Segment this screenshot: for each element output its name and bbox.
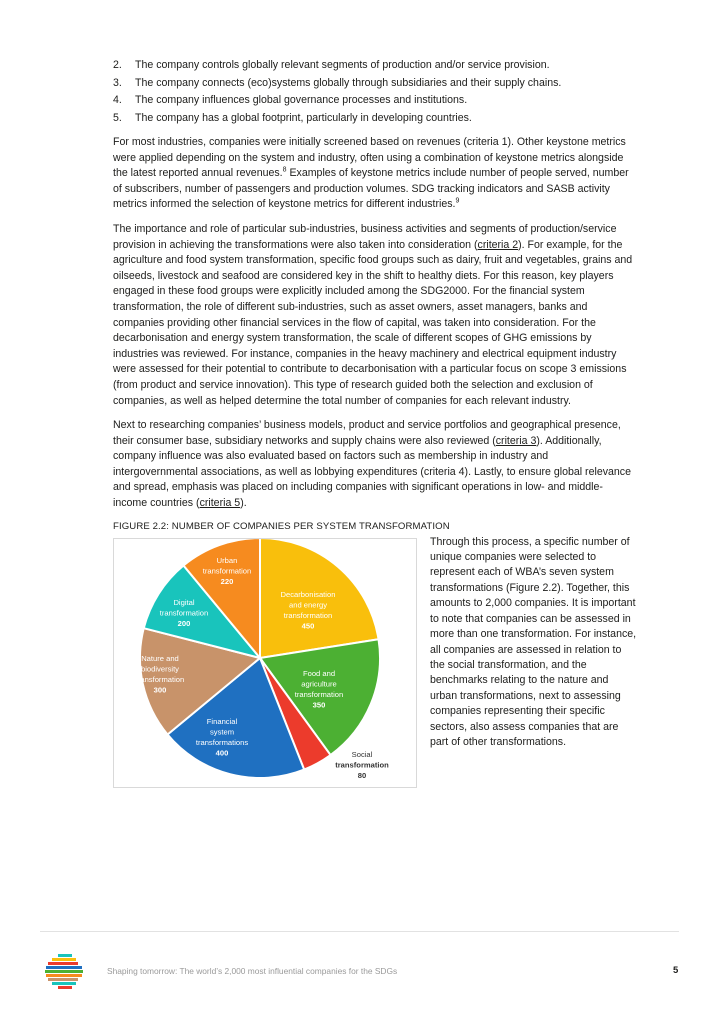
pie-slice-label: Financial system transformations 400 (195, 716, 249, 758)
pie-slice-label: Nature and biodiversity transformation 300 (135, 653, 185, 695)
paragraph-text: ). For example, for the agriculture and food system transformation, specific food groups such as dairy, fruit and vegetables, grains and oilseeds, livestock and seafood are considered key in the shift to healthy diets. For this reason, key players engaged in these food groups were explicitly included among the SDG2000. For the financial system transformation, the role of different sub-industries, such as asset owners, asset managers, banks and companies providing other financial services in the flow of capital, was taken into consideration. For the decarbonisation and energy system transformation, the scale of different scopes of GHG emissions by industries was reviewed. For instance, companies in the heavy machinery and electrical equipment industry were assessed for their potential to contribute to decarbonisation with a particular focus on scope 3 emissions (from product and service innovation). This type of research guided both the selection and exclusion of companies, as well as helped determine the total number of companies for each relevant industry. (113, 238, 633, 407)
list-item-text: The company has a global footprint, particularly in developing countries. (135, 111, 472, 124)
pie-slice-label: Decarbonisation and energy transformation 450 (280, 589, 336, 631)
criteria-2-link[interactable]: criteria 2 (477, 238, 519, 251)
pie-slice-label: Digital transformation 200 (159, 597, 209, 628)
paragraph-business-models (113, 418, 635, 512)
criteria-5-link[interactable]: criteria 5 (199, 497, 241, 510)
paragraph-text: ). (240, 497, 247, 510)
figure-row (113, 532, 635, 792)
list-item (113, 57, 635, 75)
list-item (113, 75, 635, 93)
pie-chart-frame (113, 538, 417, 788)
criteria-list (113, 57, 635, 127)
pie-chart (114, 539, 416, 787)
paragraph-text: Next to researching companies’ business models, product and service portfolios and geographical presence, their consumer base, subsidiary networks and supply chains were also reviewed ( (113, 419, 621, 447)
paragraph-text: The importance and role of particular sub-industries, business activities and segments of production/service provision in achieving the transformations were also taken into consideration ( (113, 222, 617, 251)
main-content (113, 57, 635, 792)
list-item-text: The company connects (eco)systems globally through subsidiaries and their supply chains. (135, 76, 562, 89)
footer-divider (40, 931, 679, 932)
pie-slice-label: Food and agriculture transformation 350 (294, 668, 344, 710)
list-item-number: 3. (113, 76, 122, 89)
list-item-text: The company influences global governance processes and institutions. (135, 94, 468, 106)
list-item (113, 92, 635, 110)
wba-logo-icon (44, 952, 88, 992)
list-item-number: 5. (113, 111, 122, 124)
list-item (113, 110, 635, 128)
criteria-3-link[interactable]: criteria 3 (495, 434, 537, 447)
list-item-text: The company controls globally relevant segments of production and/or service provision. (135, 59, 550, 71)
paragraph-text: ). Additionally, company influence was also evaluated based on factors such as membership in industry and intergovernmental associations, as well as lobbying expenditures (criteria 4). Lastly, to ensure global relevance and spread, emphasis was placed on including companies with significant operations in low- and middle-income countries ( (113, 434, 631, 510)
paragraph-keystone-metrics (113, 135, 635, 213)
paragraph-text: Examples of keystone metrics include number of people served, number of subscribers, number of passengers and production volumes. SDG tracking indicators and SASB activity metrics informed the selection of keystone metrics for different industries. (113, 167, 629, 211)
page-number: 5 (673, 965, 679, 976)
list-item-number: 4. (113, 94, 122, 106)
pie-slice-label: Social transformation 80 (335, 749, 389, 780)
paragraph-text: For most industries, companies were initially screened based on revenues (criteria 1). Other keystone metrics were applied depending on the system and industry, often using a combination of keystone metrics alongside the latest reported annual revenues. (113, 136, 626, 180)
footnote-ref[interactable]: 8 (282, 166, 287, 174)
figure-description: Through this process, a specific number of unique companies were selected to represent each of WBA’s seven system transformations (Figure 2.2). Together, this amounts to 2,000 companies. It is important to note that companies can be assessed in more than one transformation. For instance, all companies are assessed in relation to the social transformation, and the benchmarks relating to the nature and urban transformations, next to assessing companies representing their specific sectors, also assess companies that are part of other transformations. (430, 535, 637, 748)
paragraph-sub-industries (113, 222, 635, 409)
figure-caption: FIGURE 2.2: NUMBER OF COMPANIES PER SYSTEM TRANSFORMATION (113, 520, 450, 532)
footer-title: Shaping tomorrow: The world’s 2,000 most influential companies for the SDGs (107, 966, 398, 976)
pie-slice-label: Urban transformation 220 (202, 555, 252, 586)
footnote-ref[interactable]: 9 (455, 197, 460, 205)
list-item-number: 2. (113, 59, 122, 71)
